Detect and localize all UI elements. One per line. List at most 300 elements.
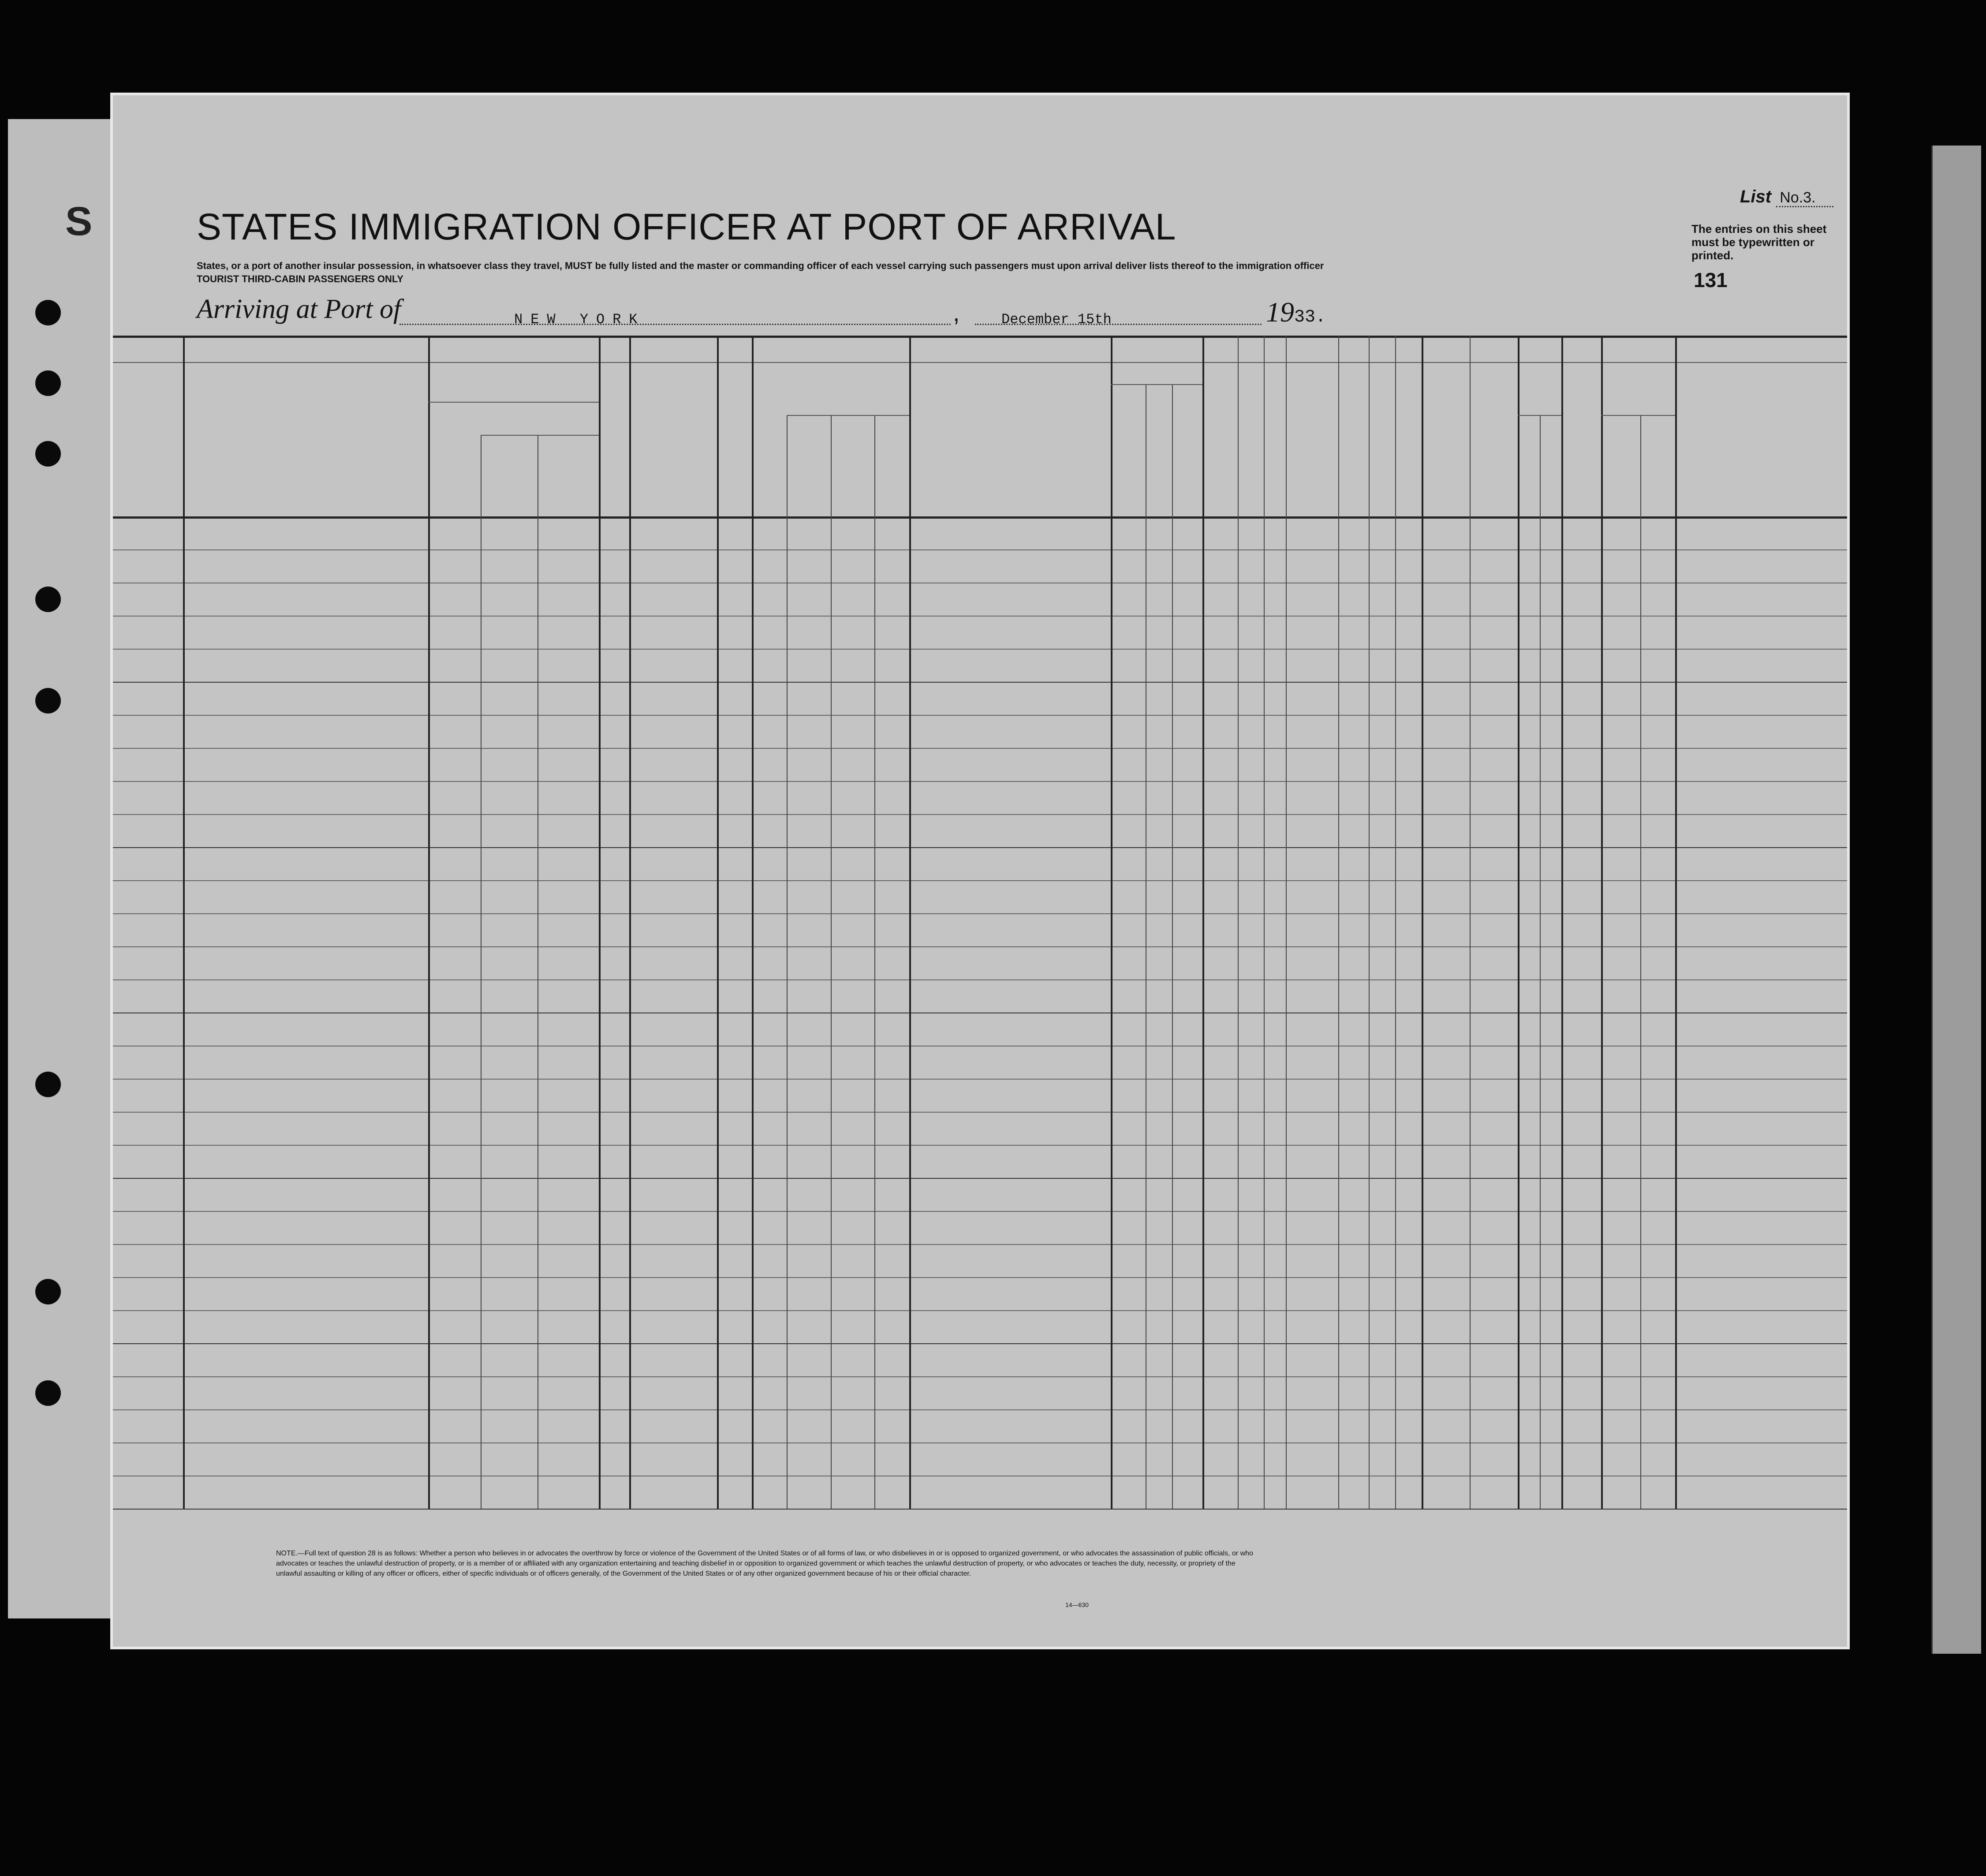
complexion-cell <box>1563 692 1601 724</box>
purpose-c-cell <box>1172 692 1202 724</box>
foreign-country-cell <box>434 924 481 955</box>
purpose-c-cell <box>1172 527 1202 558</box>
deported-cell <box>1398 626 1422 658</box>
complexion-cell <box>1563 924 1601 955</box>
eye-color-cell <box>1642 560 1675 591</box>
eye-color-cell <box>1642 659 1675 691</box>
ever-in-us-cell <box>753 792 787 823</box>
ticket-cell <box>601 527 629 558</box>
row-divider <box>113 1310 1847 1311</box>
city-cell <box>541 659 599 691</box>
period-cell <box>788 692 831 724</box>
row-divider <box>113 1211 1847 1212</box>
purpose-a-cell <box>1114 990 1146 1021</box>
deported-cell <box>1398 1023 1422 1054</box>
departure-date-cell <box>876 1023 909 1054</box>
passage-paid-cell <box>634 659 717 691</box>
health-cell <box>1426 858 1470 889</box>
height-inches-cell <box>1546 725 1561 757</box>
state-cell <box>484 957 538 988</box>
footnote: NOTE.—Full text of question 28 is as follows: Whether a person who believes in or advocates the overthrow by force or violence of the Government of the United States or of all forms of law, or who disbelieves in or is opposed to organized government, or who advocates the assassination of public officials, or who advocates or teaches the unlawful destruction of property, or is a member of or affiliated with any organization entertaining and teaching disbelief in or opposition to organized government or which teaches the unlawful destruction of property, or who advocates or teaches the duty, necessity, or propriety of the unlawful assaulting or killing of any officer or officers, either of specific individuals or of officers generally, of the Government of the United States or of any other organized government because of his or their official character. <box>276 1550 1253 1577</box>
where-cell <box>833 659 874 691</box>
subheader-divider <box>1518 415 1561 416</box>
deported-year-cell <box>1371 725 1395 757</box>
name-relative-cell <box>185 586 428 617</box>
passage-paid-cell <box>634 725 717 757</box>
deformed-cell <box>1483 1089 1518 1121</box>
adjacent-page-letter: S <box>65 199 93 244</box>
city-cell <box>541 725 599 757</box>
ticket-cell <box>601 1056 629 1087</box>
identification-marks-cell <box>1724 593 1846 624</box>
deported-cell <box>1398 527 1422 558</box>
departure-date-cell <box>876 725 909 757</box>
foreign-country-cell <box>434 891 481 922</box>
form-number: 14—630 <box>1065 1601 1089 1608</box>
purpose-b-cell <box>1146 825 1172 856</box>
money-cell <box>719 1122 752 1154</box>
subheader-divider <box>787 415 909 416</box>
period-cell <box>788 725 831 757</box>
foreign-country-cell <box>434 1155 481 1187</box>
deported-year-cell <box>1371 792 1395 823</box>
q28-cell <box>1297 659 1338 691</box>
where-cell <box>833 858 874 889</box>
passage-paid-cell <box>634 1155 717 1187</box>
identification-marks-cell <box>1724 1155 1846 1187</box>
departure-date-cell <box>876 527 909 558</box>
period-cell <box>788 560 831 591</box>
col22-date <box>875 441 908 477</box>
identification-marks-cell <box>1724 990 1846 1021</box>
polygamist-cell <box>1240 990 1264 1021</box>
purpose-a-cell <box>1114 560 1146 591</box>
deported-cell <box>1398 593 1422 624</box>
city-cell <box>541 1023 599 1054</box>
hair-color-cell <box>1603 825 1640 856</box>
labor-offer-cell <box>1345 891 1369 922</box>
column-divider <box>1675 336 1677 1509</box>
state-cell <box>484 1023 538 1054</box>
purpose-b-cell <box>1146 1023 1172 1054</box>
complexion-cell <box>1563 792 1601 823</box>
where-cell <box>833 692 874 724</box>
complexion-cell <box>1563 527 1601 558</box>
col18-header <box>430 366 597 380</box>
where-cell <box>833 1056 874 1087</box>
money-cell <box>719 1023 752 1054</box>
q28-cell <box>1297 792 1338 823</box>
where-cell <box>833 957 874 988</box>
passage-paid-cell <box>634 626 717 658</box>
passage-paid-cell <box>634 1089 717 1121</box>
deported-cell <box>1398 924 1422 955</box>
complexion-cell <box>1563 858 1601 889</box>
ever-in-us-cell <box>753 957 787 988</box>
port-field: NEW YORK <box>399 311 951 325</box>
column-divider <box>1395 336 1396 1509</box>
deported-year-cell <box>1371 1056 1395 1087</box>
deformed-cell <box>1483 593 1518 624</box>
health-cell <box>1426 527 1470 558</box>
purpose-b-cell <box>1146 593 1172 624</box>
health-cell <box>1426 1023 1470 1054</box>
row-divider <box>113 1244 1847 1245</box>
health-cell <box>1426 593 1470 624</box>
ticket-cell <box>601 1122 629 1154</box>
deformed-cell <box>1483 792 1518 823</box>
city-cell <box>541 560 599 591</box>
labor-offer-cell <box>1345 957 1369 988</box>
purpose-c-cell <box>1172 759 1202 790</box>
deported-cell <box>1398 1122 1422 1154</box>
foreign-country-cell <box>434 560 481 591</box>
purpose-c-cell <box>1172 858 1202 889</box>
deported-year-cell <box>1371 692 1395 724</box>
ticket-cell <box>601 924 629 955</box>
purpose-c-cell <box>1172 891 1202 922</box>
row-divider <box>113 1277 1847 1278</box>
money-cell <box>719 1155 752 1187</box>
departure-date-cell <box>876 759 909 790</box>
labor-offer-cell <box>1345 692 1369 724</box>
height-inches-cell <box>1546 659 1561 691</box>
deformed-cell <box>1483 924 1518 955</box>
deported-year-cell <box>1371 1089 1395 1121</box>
identification-marks-cell <box>1724 792 1846 823</box>
state-cell <box>484 990 538 1021</box>
punch-hole <box>35 587 61 612</box>
ever-in-us-cell <box>753 1023 787 1054</box>
labor-offer-cell <box>1345 759 1369 790</box>
state-cell <box>484 725 538 757</box>
departure-date-cell <box>876 659 909 691</box>
height-feet-cell <box>1524 1089 1540 1121</box>
column-divider <box>1422 336 1423 1509</box>
state-cell <box>484 692 538 724</box>
prison-cell <box>1206 1122 1238 1154</box>
height-feet-cell <box>1524 659 1540 691</box>
height-inches-cell <box>1546 891 1561 922</box>
passage-paid-cell <box>634 1023 717 1054</box>
q28-cell <box>1297 1122 1338 1154</box>
column-divider <box>1601 336 1603 1509</box>
prison-cell <box>1206 659 1238 691</box>
punch-hole <box>35 441 61 467</box>
name-relative-cell <box>185 685 428 717</box>
foreign-country-cell <box>434 858 481 889</box>
ticket-cell <box>601 990 629 1021</box>
deformed-cell <box>1483 858 1518 889</box>
identification-marks-cell <box>1724 1089 1846 1121</box>
period-cell <box>788 1023 831 1054</box>
polygamist-cell <box>1240 792 1264 823</box>
ever-in-us-cell <box>753 990 787 1021</box>
foreign-country-cell <box>434 692 481 724</box>
polygamist-cell <box>1240 725 1264 757</box>
deformed-cell <box>1483 891 1518 922</box>
prison-cell <box>1206 825 1238 856</box>
deformed-cell <box>1483 957 1518 988</box>
foreign-country-cell <box>434 792 481 823</box>
joining-relative-cell <box>911 851 1111 882</box>
deformed-cell <box>1483 1122 1518 1154</box>
polygamist-cell <box>1240 626 1264 658</box>
polygamist-cell <box>1240 759 1264 790</box>
column-divider <box>1540 415 1541 1509</box>
name-relative-cell <box>185 1023 428 1054</box>
deported-cell <box>1398 957 1422 988</box>
deported-year-cell <box>1371 825 1395 856</box>
prison-cell <box>1206 1023 1238 1054</box>
hair-color-cell <box>1603 725 1640 757</box>
passage-paid-cell <box>634 527 717 558</box>
prison-cell <box>1206 527 1238 558</box>
labor-offer-cell <box>1345 924 1369 955</box>
health-cell <box>1426 759 1470 790</box>
column-divider <box>874 415 875 1509</box>
col19-header <box>603 366 627 512</box>
purpose-a-cell <box>1114 891 1146 922</box>
deformed-cell <box>1483 1056 1518 1087</box>
purpose-a-cell <box>1114 1056 1146 1087</box>
eye-color-cell <box>1642 990 1675 1021</box>
anarchist-cell <box>1266 593 1286 624</box>
column-divider <box>1369 336 1370 1509</box>
labor-offer-cell <box>1345 626 1369 658</box>
ticket-cell <box>601 792 629 823</box>
q28-cell <box>1297 1056 1338 1087</box>
foreign-country-cell <box>434 759 481 790</box>
q28-cell <box>1297 1155 1338 1187</box>
hair-color-cell <box>1603 692 1640 724</box>
col24-a <box>1113 391 1144 510</box>
instructions: States, or a port of another insular possession, in whatsoever class they travel, MUST be fully listed and the master or commanding officer of each vessel carrying such passengers must upon arrival deliver lists thereof to the immigration officer TOURIST THIRD-CABIN PASSENGERS ONLY <box>197 260 1324 284</box>
purpose-c-cell <box>1172 792 1202 823</box>
eye-color-cell <box>1642 692 1675 724</box>
purpose-c-cell <box>1172 593 1202 624</box>
colnum-divider <box>113 362 1847 363</box>
eye-color-cell <box>1642 924 1675 955</box>
height-inches-cell <box>1546 560 1561 591</box>
complexion-cell <box>1563 560 1601 591</box>
labor-offer-cell <box>1345 1023 1369 1054</box>
col22-note <box>754 402 907 411</box>
subheader-divider <box>481 435 599 436</box>
list-number: List No.3. <box>1740 187 1833 207</box>
ticket-cell <box>601 692 629 724</box>
ticket-cell <box>601 759 629 790</box>
deformed-cell <box>1483 1023 1518 1054</box>
joining-relative-cell <box>911 950 1111 981</box>
col24-header <box>1112 366 1201 389</box>
col34-feet <box>1524 468 1534 508</box>
city-cell <box>541 1155 599 1187</box>
polygamist-cell <box>1240 1155 1264 1187</box>
col34-header <box>1519 377 1560 391</box>
row-divider <box>113 1376 1847 1377</box>
labor-offer-cell <box>1345 659 1369 691</box>
ever-in-us-cell <box>753 527 787 558</box>
height-inches-cell <box>1546 1023 1561 1054</box>
foreign-country-cell <box>434 1122 481 1154</box>
joining-relative-cell <box>911 792 1111 823</box>
money-cell <box>719 1089 752 1121</box>
height-inches-cell <box>1546 825 1561 856</box>
foreign-country-cell <box>434 626 481 658</box>
eye-color-cell <box>1642 1122 1675 1154</box>
row-divider <box>113 1343 1847 1344</box>
col29-header <box>1342 366 1367 512</box>
period-cell <box>788 891 831 922</box>
state-cell <box>484 1056 538 1087</box>
city-cell <box>541 858 599 889</box>
ticket-cell <box>601 560 629 591</box>
money-cell <box>719 1056 752 1087</box>
where-cell <box>833 825 874 856</box>
ticket-cell <box>601 1155 629 1187</box>
q28-cell <box>1297 1023 1338 1054</box>
col22-header <box>754 366 907 402</box>
passage-paid-cell <box>634 825 717 856</box>
hair-color-cell <box>1603 593 1640 624</box>
polygamist-cell <box>1240 1122 1264 1154</box>
eye-color-cell <box>1642 792 1675 823</box>
purpose-a-cell <box>1114 659 1146 691</box>
prison-cell <box>1206 725 1238 757</box>
deported-year-cell <box>1371 560 1395 591</box>
labor-offer-cell <box>1345 1155 1369 1187</box>
hair-color-cell <box>1603 560 1640 591</box>
health-cell <box>1426 692 1470 724</box>
height-inches-cell <box>1546 1155 1561 1187</box>
identification-marks-cell <box>1724 924 1846 955</box>
labor-offer-cell <box>1345 1089 1369 1121</box>
polygamist-cell <box>1240 924 1264 955</box>
state-cell <box>484 792 538 823</box>
purpose-a-cell <box>1114 1089 1146 1121</box>
ticket-cell <box>601 593 629 624</box>
labor-offer-cell <box>1345 593 1369 624</box>
purpose-a-cell <box>1114 1023 1146 1054</box>
col34-inches <box>1546 468 1557 508</box>
purpose-b-cell <box>1146 792 1172 823</box>
polygamist-cell <box>1240 1023 1264 1054</box>
deformed-cell <box>1483 759 1518 790</box>
departure-date-cell <box>876 924 909 955</box>
purpose-b-cell <box>1146 1155 1172 1187</box>
joining-relative-cell <box>911 617 1111 648</box>
anarchist-cell <box>1266 1122 1286 1154</box>
col18-foreign <box>429 406 480 490</box>
row-divider <box>113 1409 1847 1410</box>
q28-cell <box>1297 593 1338 624</box>
prison-cell <box>1206 626 1238 658</box>
purpose-a-cell <box>1114 527 1146 558</box>
height-feet-cell <box>1524 593 1540 624</box>
column-divider <box>752 336 754 1509</box>
column-divider <box>599 336 601 1509</box>
purpose-a-cell <box>1114 759 1146 790</box>
year-field: 1933. <box>1266 296 1326 328</box>
column-divider <box>428 336 430 1509</box>
purpose-c-cell <box>1172 1122 1202 1154</box>
departure-date-cell <box>876 891 909 922</box>
period-cell <box>788 792 831 823</box>
hair-color-cell <box>1603 759 1640 790</box>
money-cell <box>719 659 752 691</box>
passage-paid-cell <box>634 957 717 988</box>
q28-cell <box>1297 759 1338 790</box>
deported-year-cell <box>1371 593 1395 624</box>
purpose-a-cell <box>1114 692 1146 724</box>
col20-note <box>634 419 713 508</box>
eye-color-cell <box>1642 825 1675 856</box>
column-divider <box>481 435 482 1509</box>
purpose-a-cell <box>1114 626 1146 658</box>
column-divider <box>1561 336 1563 1509</box>
deformed-cell <box>1483 990 1518 1021</box>
foreign-country-cell <box>434 1056 481 1087</box>
deported-cell <box>1398 858 1422 889</box>
height-feet-cell <box>1524 1023 1540 1054</box>
identification-marks-cell <box>1724 957 1846 988</box>
period-cell <box>788 924 831 955</box>
labor-offer-cell <box>1345 990 1369 1021</box>
complexion-cell <box>1563 1122 1601 1154</box>
identification-marks-cell <box>1724 891 1846 922</box>
complexion-cell <box>1563 1089 1601 1121</box>
complexion-cell <box>1563 891 1601 922</box>
anarchist-cell <box>1266 825 1286 856</box>
separator: , <box>953 299 960 326</box>
height-feet-cell <box>1524 957 1540 988</box>
name-relative-cell <box>185 950 428 981</box>
prison-cell <box>1206 858 1238 889</box>
height-feet-cell <box>1524 527 1540 558</box>
column-divider <box>717 336 719 1509</box>
purpose-c-cell <box>1172 626 1202 658</box>
deported-year-cell <box>1371 527 1395 558</box>
q28-cell <box>1297 891 1338 922</box>
subheader-divider <box>1111 384 1202 385</box>
state-cell <box>484 1155 538 1187</box>
period-cell <box>788 1122 831 1154</box>
passage-paid-cell <box>634 891 717 922</box>
deported-cell <box>1398 891 1422 922</box>
q28-cell <box>1297 527 1338 558</box>
col24-b <box>1148 391 1170 510</box>
col36-eyes <box>1641 446 1674 459</box>
state-cell <box>484 626 538 658</box>
deformed-cell <box>1483 1155 1518 1187</box>
joining-relative-cell <box>911 917 1111 948</box>
purpose-c-cell <box>1172 957 1202 988</box>
labor-offer-cell <box>1345 560 1369 591</box>
complexion-cell <box>1563 1155 1601 1187</box>
deformed-cell <box>1483 692 1518 724</box>
deported-year-cell <box>1371 891 1395 922</box>
ever-in-us-cell <box>753 759 787 790</box>
passage-paid-cell <box>634 692 717 724</box>
anarchist-cell <box>1266 891 1286 922</box>
punch-hole <box>35 1279 61 1304</box>
identification-marks-cell <box>1724 626 1846 658</box>
col26-header <box>1242 366 1261 512</box>
punch-hole <box>35 688 61 714</box>
labor-offer-cell <box>1345 725 1369 757</box>
prison-cell <box>1206 1056 1238 1087</box>
